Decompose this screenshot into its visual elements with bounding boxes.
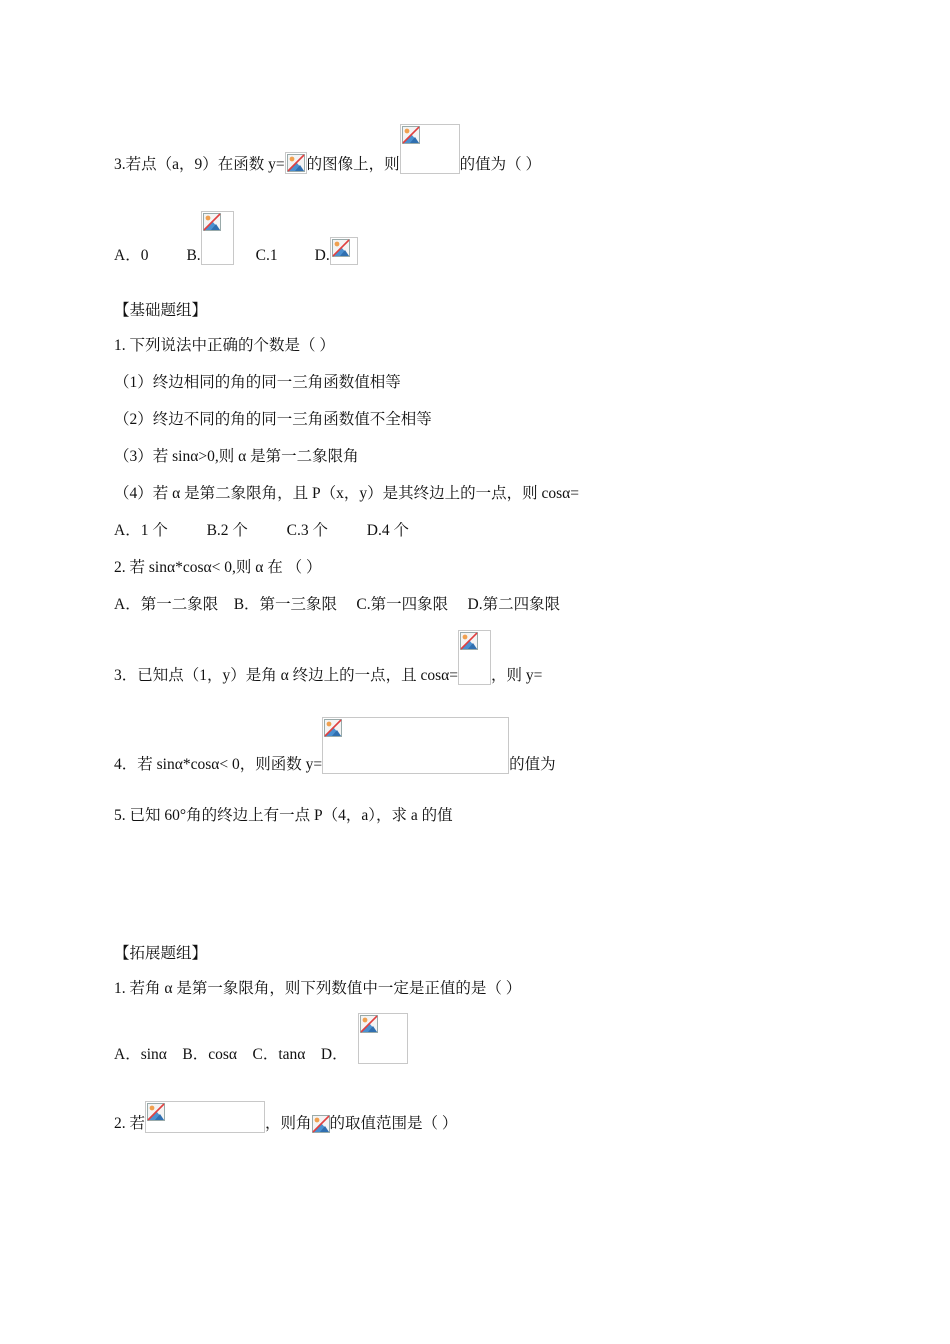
section-heading: 【拓展题组】: [114, 945, 208, 962]
formula-image: [400, 124, 460, 174]
statement-text: （2）终边不同的角的同一三角函数值不全相等: [114, 411, 432, 428]
basic-q1-s1: [114, 374, 401, 392]
question-text: 的值为: [509, 756, 556, 773]
options-text: A．第一二象限 B．第一三象限 C.第一四象限 D.第二四象限: [114, 596, 561, 613]
formula-image: [201, 211, 234, 265]
statement-text: （1）终边相同的角的同一三角函数值相等: [114, 374, 401, 391]
formula-image: [312, 1115, 330, 1133]
basic-q1-s2: [114, 411, 432, 429]
option-b: B.: [186, 247, 201, 264]
prev-q3-text2: 的图像上，则: [306, 156, 400, 173]
option-a: A．0: [114, 247, 149, 264]
prev-q3-line: [114, 124, 541, 174]
broken-image-icon: [324, 719, 342, 737]
prev-q3-text3: 的值为（ ）: [459, 156, 542, 173]
basic-q1: [114, 337, 335, 355]
option-d: D.: [314, 247, 330, 264]
formula-image: [322, 717, 509, 774]
formula-image: [145, 1101, 265, 1133]
basic-q3: [114, 630, 542, 685]
ext-q2: [114, 1101, 457, 1133]
basic-q2-options: [114, 596, 560, 614]
formula-image: [285, 152, 307, 174]
formula-image: [358, 1013, 408, 1064]
options-text: A．1 个 B.2 个 C.3 个 D.4 个: [114, 522, 409, 539]
question-text: ，则 y=: [491, 667, 543, 684]
options-text: A．sinα B．cosα C．tanα D．: [114, 1046, 348, 1063]
broken-image-icon: [460, 632, 478, 650]
statement-text: （3）若 sinα>0,则 α 是第一二象限角: [114, 448, 359, 465]
statement-text: （4）若 α 是第二象限角，且 P（x，y）是其终边上的一点，则 cosα=: [114, 485, 580, 502]
broken-image-icon: [287, 154, 305, 172]
question-text: 的取值范围是（ ）: [329, 1115, 458, 1132]
question-text: 5. 已知 60°角的终边上有一点 P（4，a），求 a 的值: [114, 807, 453, 824]
ext-q1-options: [114, 1013, 408, 1064]
option-c: C.1: [255, 247, 278, 264]
question-text: 3．已知点（1，y）是角 α 终边上的一点，且 cosα=: [114, 667, 459, 684]
question-text: 4．若 sinα*cosα< 0，则函数 y=: [114, 756, 323, 773]
basic-q1-s4: [114, 485, 579, 503]
prev-q3-options: [114, 211, 358, 265]
broken-image-icon: [402, 126, 420, 144]
section-heading: 【基础题组】: [114, 302, 208, 319]
question-text: 2. 若: [114, 1115, 146, 1132]
basic-q1-s3: [114, 448, 359, 466]
ext-q1: [114, 980, 521, 998]
question-text: ，则角: [265, 1115, 312, 1132]
broken-image-icon: [203, 213, 221, 231]
basic-heading: [114, 302, 207, 320]
question-text: 1. 下列说法中正确的个数是（ ）: [114, 337, 335, 354]
basic-q5: [114, 807, 453, 825]
basic-q4: [114, 717, 556, 774]
broken-image-icon: [332, 239, 350, 257]
ext-heading: [114, 945, 207, 963]
broken-image-icon: [147, 1103, 165, 1121]
prev-q3-text1: 3.若点（a，9）在函数 y=: [114, 156, 285, 173]
formula-image: [330, 237, 358, 265]
broken-image-icon: [312, 1115, 330, 1133]
formula-image: [458, 630, 491, 685]
basic-q2: [114, 559, 321, 577]
question-text: 2. 若 sinα*cosα< 0,则 α 在 （ ）: [114, 559, 322, 576]
basic-q1-options: [114, 522, 409, 540]
question-text: 1. 若角 α 是第一象限角，则下列数值中一定是正值的是（ ）: [114, 980, 522, 997]
broken-image-icon: [360, 1015, 378, 1033]
